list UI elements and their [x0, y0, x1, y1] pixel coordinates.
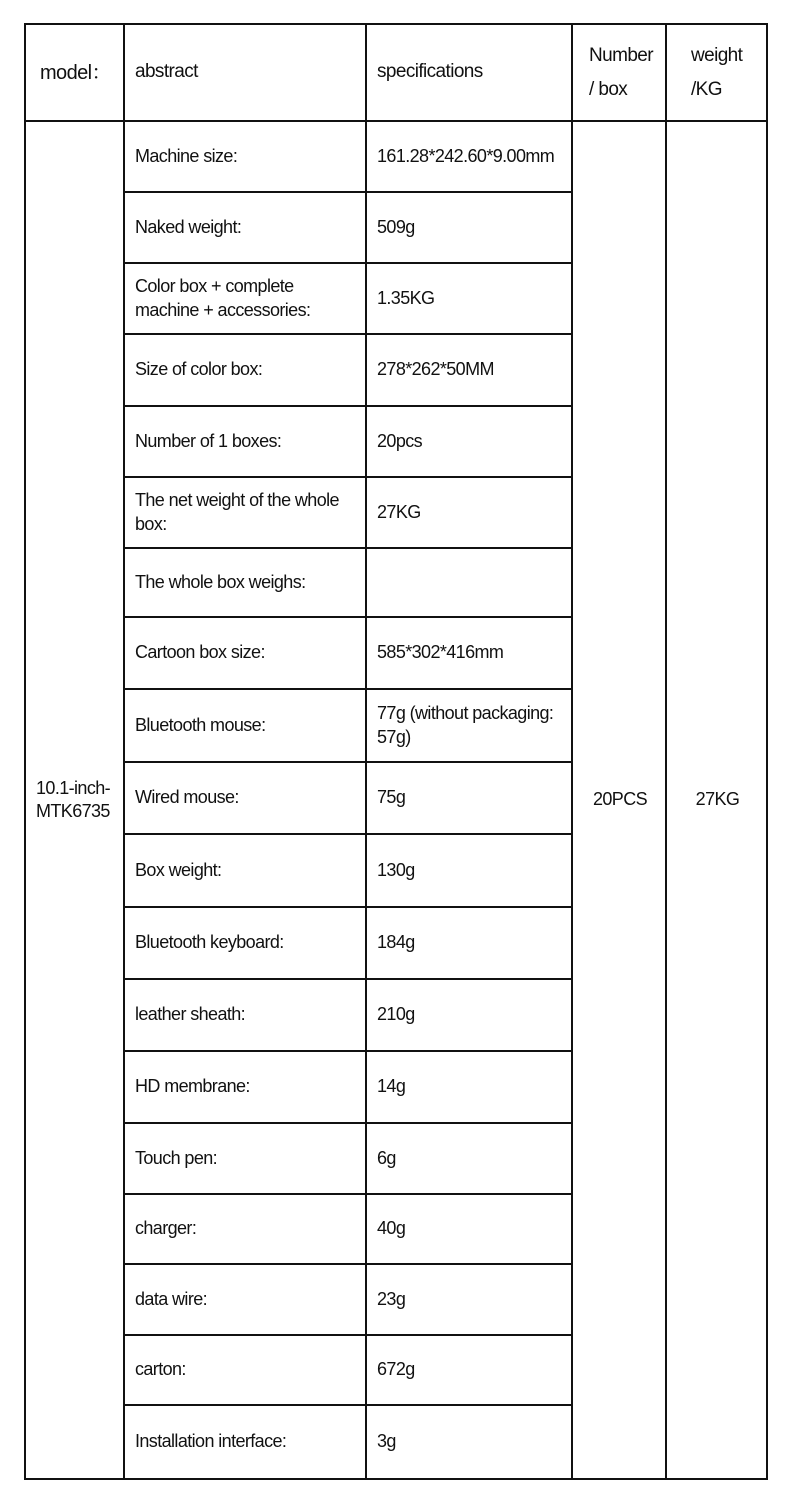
- header-model: model：: [25, 24, 124, 121]
- abstract-cell: Cartoon box size:: [124, 617, 366, 689]
- spec-cell: 509g: [366, 192, 572, 263]
- abstract-cell: The whole box weighs:: [124, 548, 366, 617]
- abstract-cell: Number of 1 boxes:: [124, 406, 366, 477]
- table-row: [25, 121, 767, 192]
- abstract-cell: Touch pen:: [124, 1123, 366, 1194]
- spec-cell: 161.28*242.60*9.00mm: [366, 121, 572, 192]
- spec-table: [24, 23, 768, 1480]
- spec-cell: 1.35KG: [366, 263, 572, 334]
- spec-cell: 27KG: [366, 477, 572, 548]
- header-number-line2: / box: [589, 78, 628, 100]
- model-cell: 10.1-inch-MTK6735: [25, 121, 124, 1479]
- spec-cell: 210g: [366, 979, 572, 1051]
- spec-cell: 75g: [366, 762, 572, 834]
- spec-cell: 77g (without packaging: 57g): [366, 689, 572, 762]
- abstract-cell: Installation interface:: [124, 1405, 366, 1479]
- spec-cell: 672g: [366, 1335, 572, 1405]
- spec-cell: 278*262*50MM: [366, 334, 572, 406]
- abstract-cell: Bluetooth keyboard:: [124, 907, 366, 979]
- abstract-cell: Wired mouse:: [124, 762, 366, 834]
- spec-table-body: [25, 24, 767, 1479]
- abstract-cell: leather sheath:: [124, 979, 366, 1051]
- spec-cell: 40g: [366, 1194, 572, 1264]
- header-number-per-box: [572, 24, 666, 121]
- spec-cell: 130g: [366, 834, 572, 907]
- header-row: [25, 24, 767, 121]
- abstract-cell: data wire:: [124, 1264, 366, 1335]
- number-per-box-cell: 20PCS: [572, 121, 666, 1479]
- abstract-cell: Color box + complete machine + accessories:: [124, 263, 366, 334]
- abstract-cell: The net weight of the whole box:: [124, 477, 366, 548]
- spec-cell: 20pcs: [366, 406, 572, 477]
- header-weight-line1: weight: [691, 44, 743, 66]
- spec-cell: 23g: [366, 1264, 572, 1335]
- weight-cell: 27KG: [666, 121, 767, 1479]
- abstract-cell: charger:: [124, 1194, 366, 1264]
- abstract-cell: Size of color box:: [124, 334, 366, 406]
- abstract-cell: Bluetooth mouse:: [124, 689, 366, 762]
- abstract-cell: Naked weight:: [124, 192, 366, 263]
- spec-cell: [366, 548, 572, 617]
- spec-cell: 6g: [366, 1123, 572, 1194]
- spec-cell: 585*302*416mm: [366, 617, 572, 689]
- abstract-cell: Machine size:: [124, 121, 366, 192]
- spec-cell: 14g: [366, 1051, 572, 1123]
- abstract-cell: carton:: [124, 1335, 366, 1405]
- abstract-cell: Box weight:: [124, 834, 366, 907]
- header-number-line1: Number: [589, 44, 653, 66]
- spec-cell: 184g: [366, 907, 572, 979]
- spec-cell: 3g: [366, 1405, 572, 1479]
- header-weight: [666, 24, 767, 121]
- header-weight-line2: /KG: [691, 78, 722, 100]
- header-abstract: abstract: [124, 24, 366, 121]
- header-specifications: specifications: [366, 24, 572, 121]
- abstract-cell: HD membrane:: [124, 1051, 366, 1123]
